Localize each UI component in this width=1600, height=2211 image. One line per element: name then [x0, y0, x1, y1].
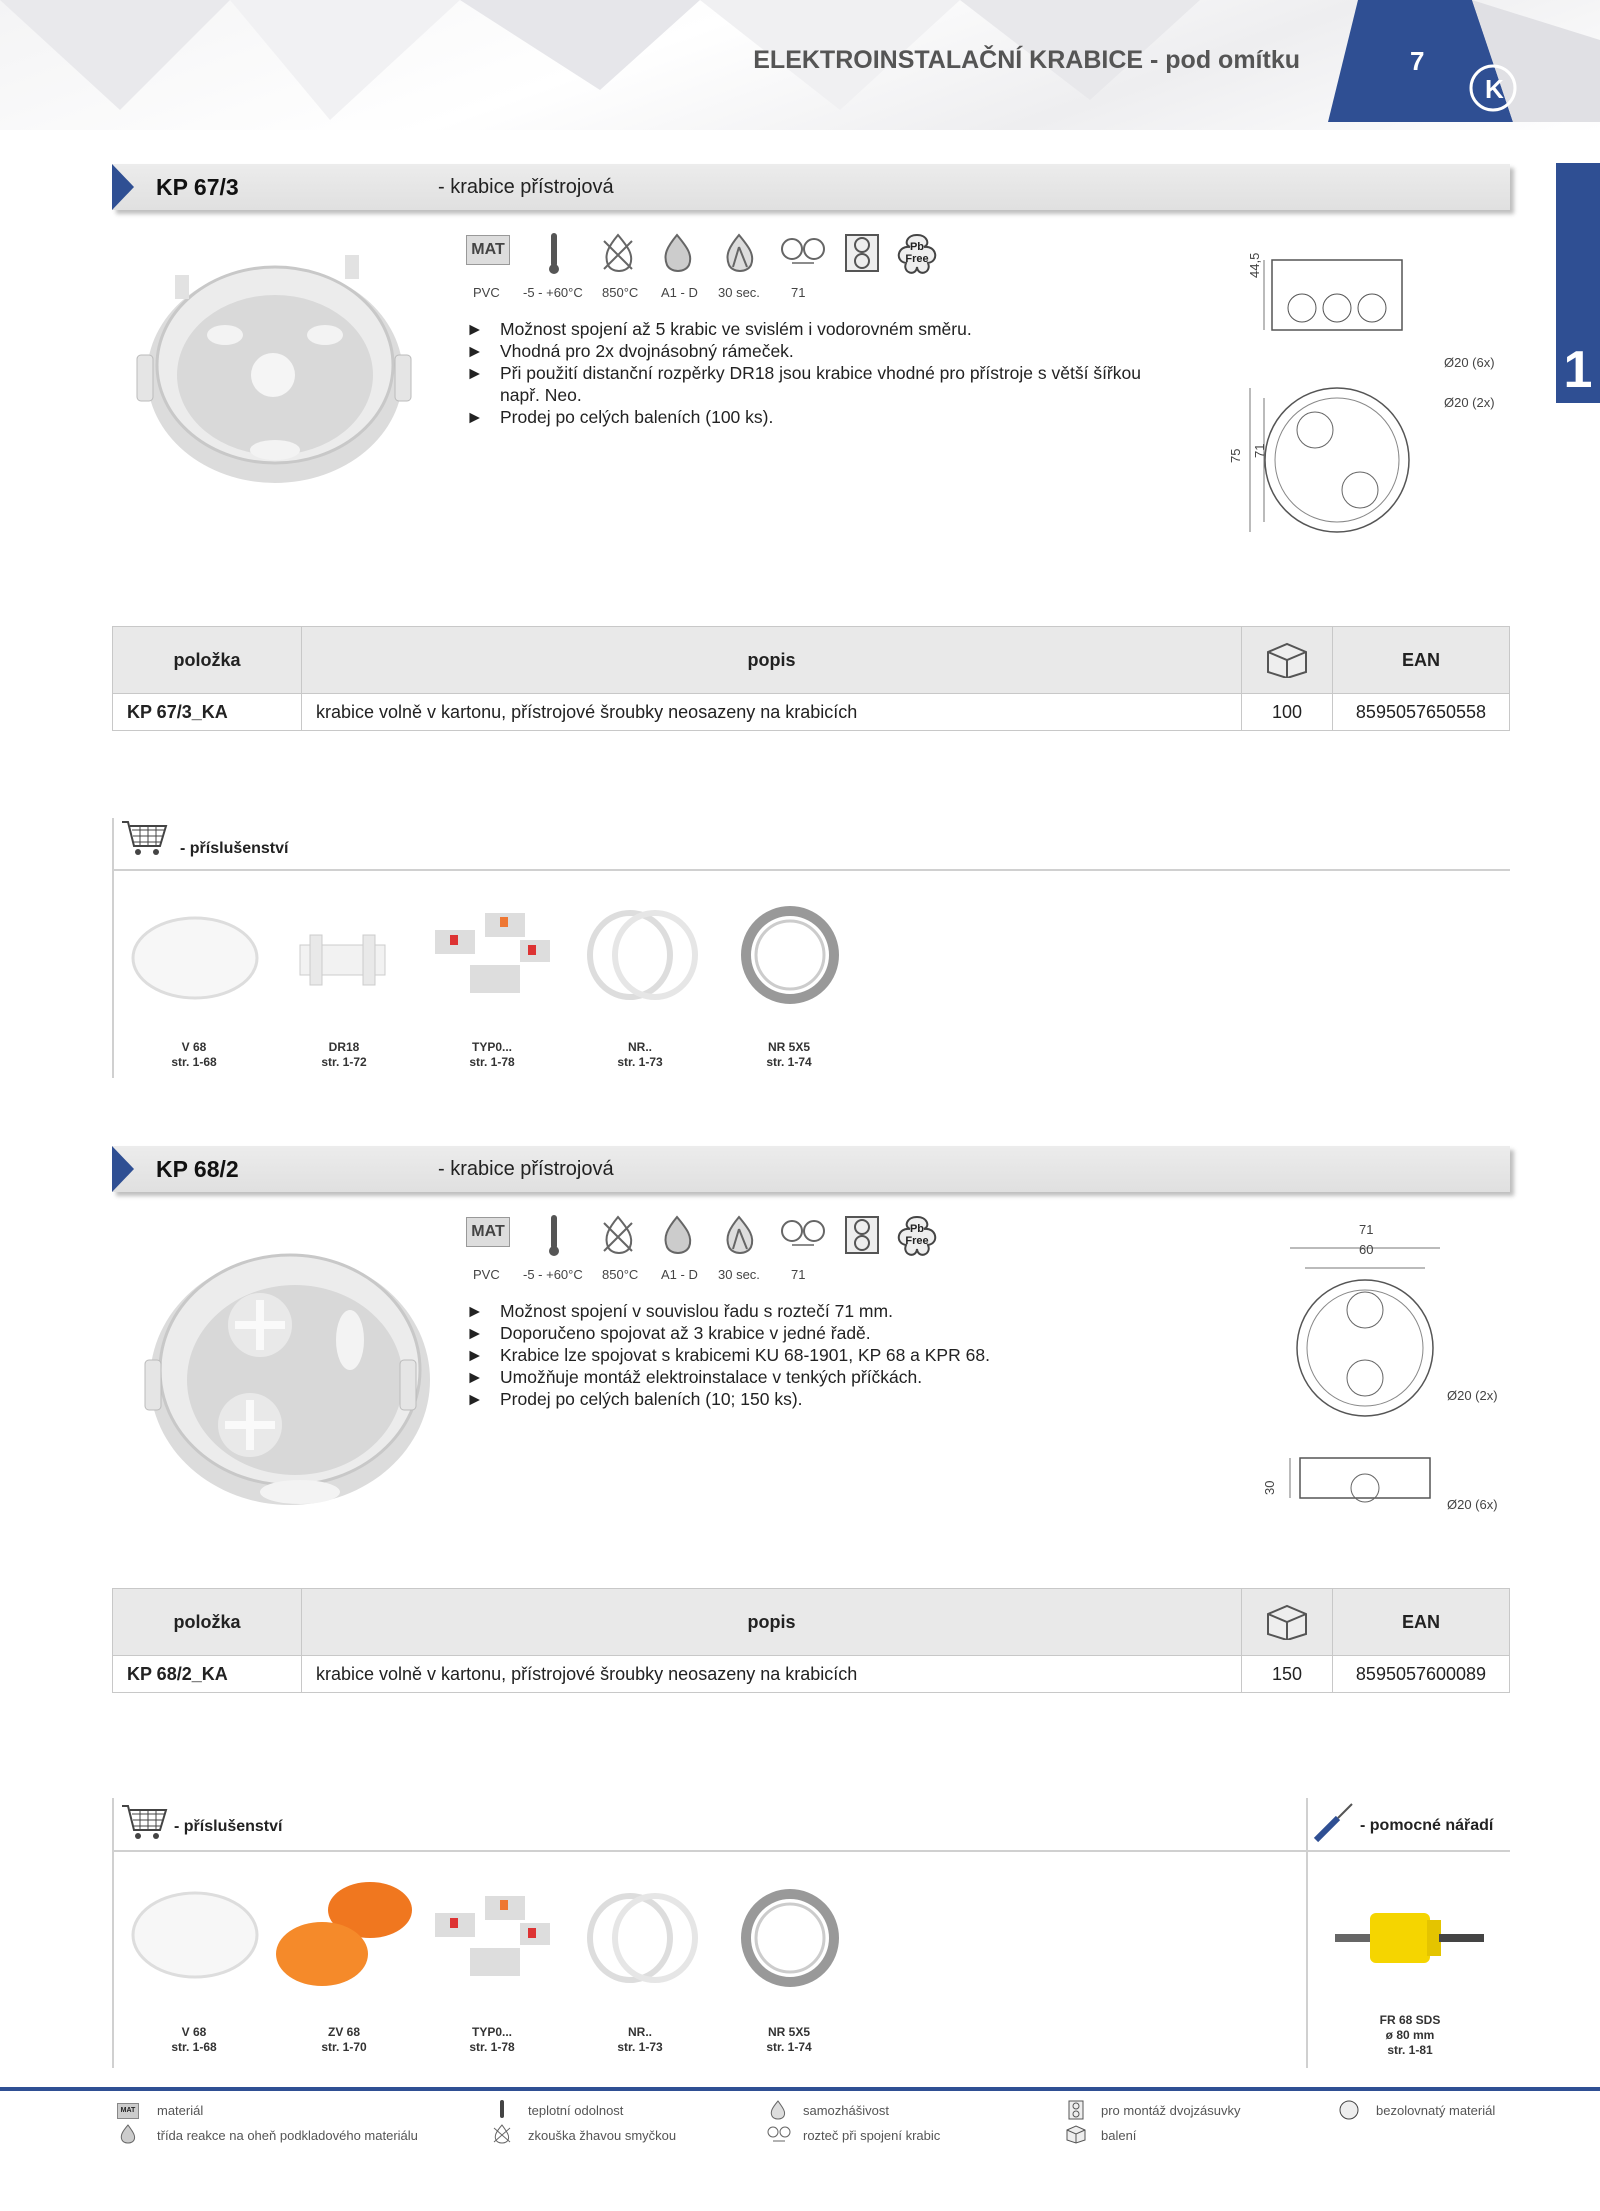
glow-wire-icon [600, 233, 636, 273]
page-title: ELEKTROINSTALAČNÍ KRABICE - pod omítku [753, 46, 1300, 74]
column-header: popis [302, 1589, 1242, 1656]
item-code: KP 67/3_KA [113, 694, 302, 731]
legend-label: balení [1101, 2128, 1137, 2143]
product-description: - krabice přístrojová [438, 1158, 614, 1180]
fire-reaction-icon [659, 233, 695, 273]
feature-list [466, 318, 1226, 428]
section-arrow-icon [112, 1146, 134, 1192]
divider [1306, 1798, 1308, 2068]
accessory-label[interactable]: NR.. str. 1-73 [617, 1040, 663, 1069]
accessory-image-extension[interactable] [740, 1888, 840, 1988]
column-header: popis [302, 627, 1242, 694]
footer-divider [0, 2087, 1600, 2091]
tool-label[interactable]: FR 68 SDS ø 80 mm str. 1-81 [1379, 2013, 1441, 2057]
spacing-icon [766, 2124, 792, 2144]
dimension-label: 71 [1252, 443, 1267, 458]
accessory-image-cover[interactable] [128, 1885, 263, 1985]
thermometer-icon [546, 1215, 562, 1257]
product-header-bar [112, 1146, 1510, 1192]
accessory-image-orange-cover[interactable] [270, 1878, 420, 1990]
ean-code: 8595057600089 [1333, 1656, 1510, 1693]
icon-label: -5 - +60°C [523, 285, 583, 300]
icon-label: 71 [791, 1267, 806, 1282]
accessory-label[interactable]: DR18 str. 1-72 [321, 1040, 367, 1069]
glow-wire-icon [600, 1215, 636, 1255]
ean-code: 8595057650558 [1333, 694, 1510, 731]
legend-label: teplotní odolnost [528, 2103, 624, 2118]
divider [112, 818, 114, 1078]
self-extinguish-icon [768, 2100, 788, 2120]
technical-drawing [1230, 250, 1430, 540]
product-image [125, 235, 435, 505]
dimension-label: 30 [1262, 1480, 1277, 1495]
divider [112, 1798, 114, 2068]
item-code: KP 68/2_KA [113, 1656, 302, 1693]
glow-wire-icon [492, 2124, 512, 2144]
package-quantity: 150 [1242, 1656, 1333, 1693]
legend-label: třída reakce na oheň podkladového materiálu [157, 2128, 418, 2143]
tool-image-hole-saw[interactable] [1335, 1898, 1485, 1978]
column-header: EAN [1333, 1589, 1510, 1656]
double-socket-icon [1068, 2100, 1084, 2120]
column-header: položka [113, 627, 302, 694]
legend-label: samozhášivost [803, 2103, 889, 2118]
accessory-label[interactable]: TYP0... str. 1-78 [469, 1040, 515, 1069]
feature-item: ► Při použití distanční rozpěrky DR18 jsou krabice vhodné pro přístroje s větší šířkou [466, 363, 1141, 383]
spacing-icon [780, 1219, 826, 1251]
package-quantity: 100 [1242, 694, 1333, 731]
accessory-image-ring[interactable] [580, 905, 705, 1005]
divider [112, 1850, 1510, 1852]
accessory-image-spacer[interactable] [295, 930, 390, 990]
product-table [112, 626, 1510, 731]
accessories-title: - příslušenství [180, 840, 289, 857]
icon-label: 71 [791, 285, 806, 300]
accessory-image-ring[interactable] [580, 1888, 705, 1988]
feature-item: ► Prodej po celých baleních (100 ks). [466, 407, 774, 427]
pb-free-text: Pb Free [905, 1223, 929, 1247]
legend-label: rozteč při spojení krabic [803, 2128, 941, 2143]
icon-label: 30 sec. [718, 285, 760, 300]
product-table [112, 1588, 1510, 1693]
item-description: krabice volně v kartonu, přístrojové šroubky neosazeny na krabicích [302, 694, 1242, 731]
icon-label: -5 - +60°C [523, 1267, 583, 1282]
double-socket-icon [844, 233, 880, 273]
self-extinguish-icon [719, 233, 759, 273]
accessory-label[interactable]: ZV 68 str. 1-70 [321, 2025, 367, 2054]
technical-drawing [1260, 1228, 1450, 1528]
feature-item: ► Doporučeno spojovat až 3 krabice v jedné řadě. [466, 1323, 871, 1343]
product-code: KP 68/2 [156, 1156, 239, 1182]
legend-label: bezolovnatý materiál [1376, 2103, 1496, 2118]
mat-icon: MAT [466, 235, 510, 265]
pb-free-text: Pb Free [905, 241, 929, 265]
mat-icon: MAT [117, 2103, 139, 2119]
feature-list [466, 1300, 1226, 1410]
accessory-image-cover[interactable] [128, 910, 263, 1005]
icon-label: 850°C [602, 1267, 639, 1282]
accessory-image-connectors[interactable] [430, 905, 560, 1005]
accessory-label[interactable]: V 68 str. 1-68 [171, 1040, 217, 1069]
section-arrow-icon [112, 164, 134, 210]
feature-item: např. Neo. [500, 385, 582, 405]
accessory-image-connectors[interactable] [430, 1888, 560, 1988]
svg-text:K: K [1485, 74, 1504, 104]
self-extinguish-icon [719, 1215, 759, 1255]
pb-free-icon [1338, 2099, 1360, 2121]
legend-label: pro montáž dvojzásuvky [1101, 2103, 1241, 2118]
page-number: 7 [1410, 46, 1425, 76]
chapter-number: 1 [1563, 341, 1593, 399]
icon-label: A1 - D [661, 285, 698, 300]
accessory-image-extension[interactable] [740, 905, 840, 1005]
dimension-label: Ø20 (2x) [1447, 1388, 1498, 1403]
icon-label: PVC [473, 285, 500, 300]
dimension-label: Ø20 (6x) [1444, 355, 1495, 370]
feature-item: ► Krabice lze spojovat s krabicemi KU 68-1901, KP 68 a KPR 68. [466, 1345, 990, 1365]
divider [112, 869, 1510, 871]
accessory-label[interactable]: NR 5X5 str. 1-74 [766, 2025, 812, 2054]
fire-reaction-icon [659, 1215, 695, 1255]
thermometer-icon [546, 233, 562, 275]
legend-label: materiál [157, 2103, 204, 2118]
icon-label: 30 sec. [718, 1267, 760, 1282]
package-icon [1065, 2124, 1087, 2144]
product-code: KP 67/3 [156, 174, 239, 200]
feature-item: ► Možnost spojení až 5 krabic ve svislém i vodorovném směru. [466, 319, 972, 339]
package-icon [1242, 1589, 1333, 1656]
shopping-cart-icon [120, 1802, 168, 1842]
fire-reaction-icon [118, 2124, 138, 2144]
thermometer-icon [500, 2100, 504, 2118]
tools-title: - pomocné nářadí [1360, 1817, 1494, 1834]
accessory-label[interactable]: NR.. str. 1-73 [617, 2025, 663, 2054]
feature-item: ► Vhodná pro 2x dvojnásobný rámeček. [466, 341, 794, 361]
property-icons [466, 233, 946, 273]
page-number-box [1328, 0, 1600, 122]
package-icon [1242, 627, 1333, 694]
feature-item: ► Možnost spojení v souvislou řadu s roztečí 71 mm. [466, 1301, 893, 1321]
dimension-label: Ø20 (2x) [1444, 395, 1495, 410]
product-image [140, 1230, 440, 1530]
feature-item: ► Umožňuje montáž elektroinstalace v tenkých příčkách. [466, 1367, 923, 1387]
column-header: EAN [1333, 627, 1510, 694]
column-header: položka [113, 1589, 302, 1656]
icon-label: A1 - D [661, 1267, 698, 1282]
mat-icon: MAT [466, 1217, 510, 1247]
icon-label: 850°C [602, 285, 639, 300]
icon-label: PVC [473, 1267, 500, 1282]
dimension-label: 75 [1228, 448, 1243, 463]
shopping-cart-icon [120, 818, 168, 858]
dimension-label: Ø20 (6x) [1447, 1497, 1498, 1512]
feature-item: ► Prodej po celých baleních (10; 150 ks). [466, 1389, 803, 1409]
accessory-label[interactable]: TYP0... str. 1-78 [469, 2025, 515, 2054]
screwdriver-icon [1312, 1800, 1356, 1844]
product-header-bar [112, 164, 1510, 210]
dimension-label: 60 [1359, 1242, 1374, 1257]
dimension-label: 44,5 [1247, 252, 1262, 278]
screwdriver-icon [305, 1798, 345, 1842]
property-icons [466, 1215, 946, 1255]
product-description: - krabice přístrojová [438, 176, 614, 198]
double-socket-icon [844, 1215, 880, 1255]
legend-label: zkouška žhavou smyčkou [528, 2128, 677, 2143]
item-description: krabice volně v kartonu, přístrojové šroubky neosazeny na krabicích [302, 1656, 1242, 1693]
dimension-label: 71 [1359, 1222, 1374, 1237]
spacing-icon [780, 237, 826, 269]
accessories-title: - příslušenství [174, 1818, 283, 1835]
accessory-label[interactable]: NR 5X5 str. 1-74 [766, 1040, 812, 1069]
accessory-label[interactable]: V 68 str. 1-68 [171, 2025, 217, 2054]
